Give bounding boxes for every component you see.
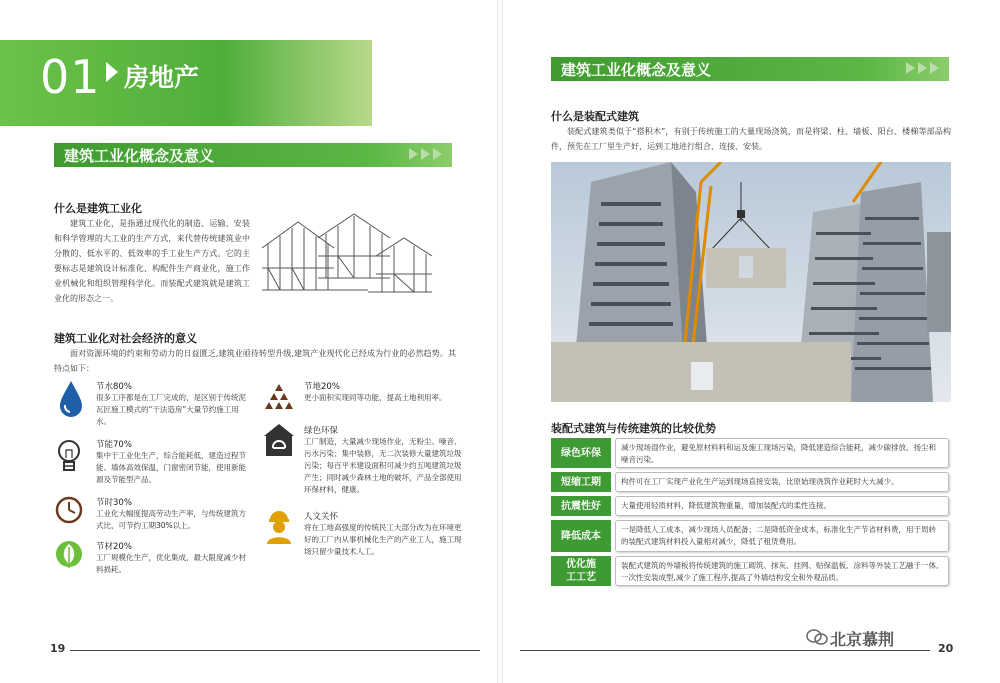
leaf-icon [54,538,88,578]
feature-item [54,494,254,534]
land-icon [262,378,296,418]
feature-title: 节水80% [96,382,132,392]
section-title: 建筑工业化概念及意义 [561,61,712,79]
feature-title: 绿色环保 [304,426,339,436]
feature-item [262,422,462,498]
feature-title: 节时30% [96,498,132,508]
footer-rule [70,650,480,651]
triple-arrow-icon [409,148,442,160]
comparison-label: 降低成本 [551,520,611,552]
feature-title: 节地20% [304,382,340,392]
comparison-row [551,496,949,516]
comparison-row [551,556,949,586]
feature-title: 人文关怀 [304,512,339,522]
page-number: 19 [50,642,66,655]
subheading: 什么是建筑工业化 [54,202,142,215]
comparison-label: 优化施工工艺 [551,556,611,586]
feature-item [54,378,254,434]
paragraph: 面对资源环境的约束和劳动力的日益匮乏,建筑业亟待转型升级,建筑产业现代化已经成为行业的必然趋势。其特点如下： [54,349,456,373]
comparison-text: 减少现场湿作业，避免原材料料和运及施工现场污染，降低建造综合能耗，减少碳排放、扬尘和噪音污染。 [615,438,949,468]
paragraph: 装配式建筑类似于“搭积木”，有别于传统施工的大量现场浇筑，而是将梁、柱、墙板、阳台、楼梯等部品构件，预先在工厂里生产好，运到工地进行组合、连接、安装。 [551,127,951,151]
feature-description: 工厂规模化生产，优化集成，最大限度减少材料损耗。 [96,553,246,574]
chapter-title: 房地产 [124,63,200,92]
comparison-row [551,520,949,552]
section-bar-left [54,143,452,167]
subheading: 建筑工业化对社会经济的意义 [54,332,197,345]
section-title: 建筑工业化概念及意义 [64,147,215,165]
feature-item [54,538,254,582]
construction-photo [551,162,951,402]
section-bar-right [551,57,949,81]
paragraph: 建筑工业化，是指通过现代化的制造、运输、安装和科学管理的大工业的生产方式，来代替传统建筑业中分散的、低水平的、低效率的手工业生产方式。它的主要标志是建筑设计标准化、构配件生产商业化，施工作业机械化和组织管理科学化。而装配式建筑就是建筑工业化的形态之一。 [54,219,250,303]
feature-description: 更小面积实现同等功能，提高土地利用率。 [304,393,447,402]
recycle-icon [262,422,296,462]
page-gutter [497,0,503,683]
comparison-text: 构件可在工厂实现产业化生产运到现场直接安装，比原始现浇筑作业耗时大大减少。 [615,472,949,492]
chapter-arrow-icon [106,62,118,82]
lightbulb-icon [54,436,88,476]
page-number: 20 [938,642,954,655]
feature-item [262,378,462,418]
wechat-icon [806,628,828,646]
worker-icon [262,508,296,548]
comparison-row [551,472,949,492]
watermark: 北京慕荆 [830,630,895,649]
feature-description: 将在工地高强度的传统民工大部分改为在环境更好的工厂内从事机械化生产的产业工人，施工现场只留少量技术人工。 [304,523,462,556]
comparison-label: 短缩工期 [551,472,611,492]
comparison-row [551,438,949,468]
comparison-text: 大量使用轻质材料，降低建筑物重量，增加装配式的柔性连接。 [615,496,949,516]
subheading: 装配式建筑与传统建筑的比较优势 [551,422,716,435]
chapter-number: 01 [40,50,101,104]
feature-description: 很多工序都是在工厂完成的，是区别于传统泥瓦匠施工模式的“干法造房”大量节约施工用水。 [96,393,246,426]
feature-description: 工厂制造，大量减少现场作业，无粉尘、噪音、污水污染；集中装修，无二次装修大量建筑垃圾污染；每百平米建设面积可减少约五吨建筑垃圾产生；同时减少森林土地的破坏，产品全部使用环保材料，健康。 [304,437,462,494]
comparison-label: 抗震性好 [551,496,611,516]
comparison-text: 装配式建筑的外墙板将传统建筑的施工砌筑、抹灰、挂网、贴保温板、涂料等外装工艺融于一体,一次性安装成型,减少了施工程序,提高了外墙结构安全和外观品质。 [615,556,949,586]
feature-item [54,436,254,492]
feature-description: 集中于工业化生产，综合能耗低，建造过程节能、墙体高效保温，门窗密闭节能，使用新能源及节能型产品。 [96,451,246,484]
feature-title: 节能70% [96,440,132,450]
comparison-text: 一是降低人工成本，减少现场人员配备；二是降低资金成本，标准化生产节省材料费，用于周转的装配式建筑材料投入量相对减少，降低了租赁费用。 [615,520,949,552]
footer-rule [520,650,930,651]
feature-title: 节材20% [96,542,132,552]
clock-icon [54,494,88,534]
feature-item [262,508,462,564]
triple-arrow-icon [906,62,939,74]
water-drop-icon [54,378,88,418]
page-left [0,0,498,683]
feature-description: 工业化大幅度提高劳动生产率，与传统建筑方式比，可节约工期30%以上。 [96,509,246,530]
building-frame-drawing [258,208,434,296]
comparison-label: 绿色环保 [551,438,611,468]
subheading: 什么是装配式建筑 [551,110,639,123]
